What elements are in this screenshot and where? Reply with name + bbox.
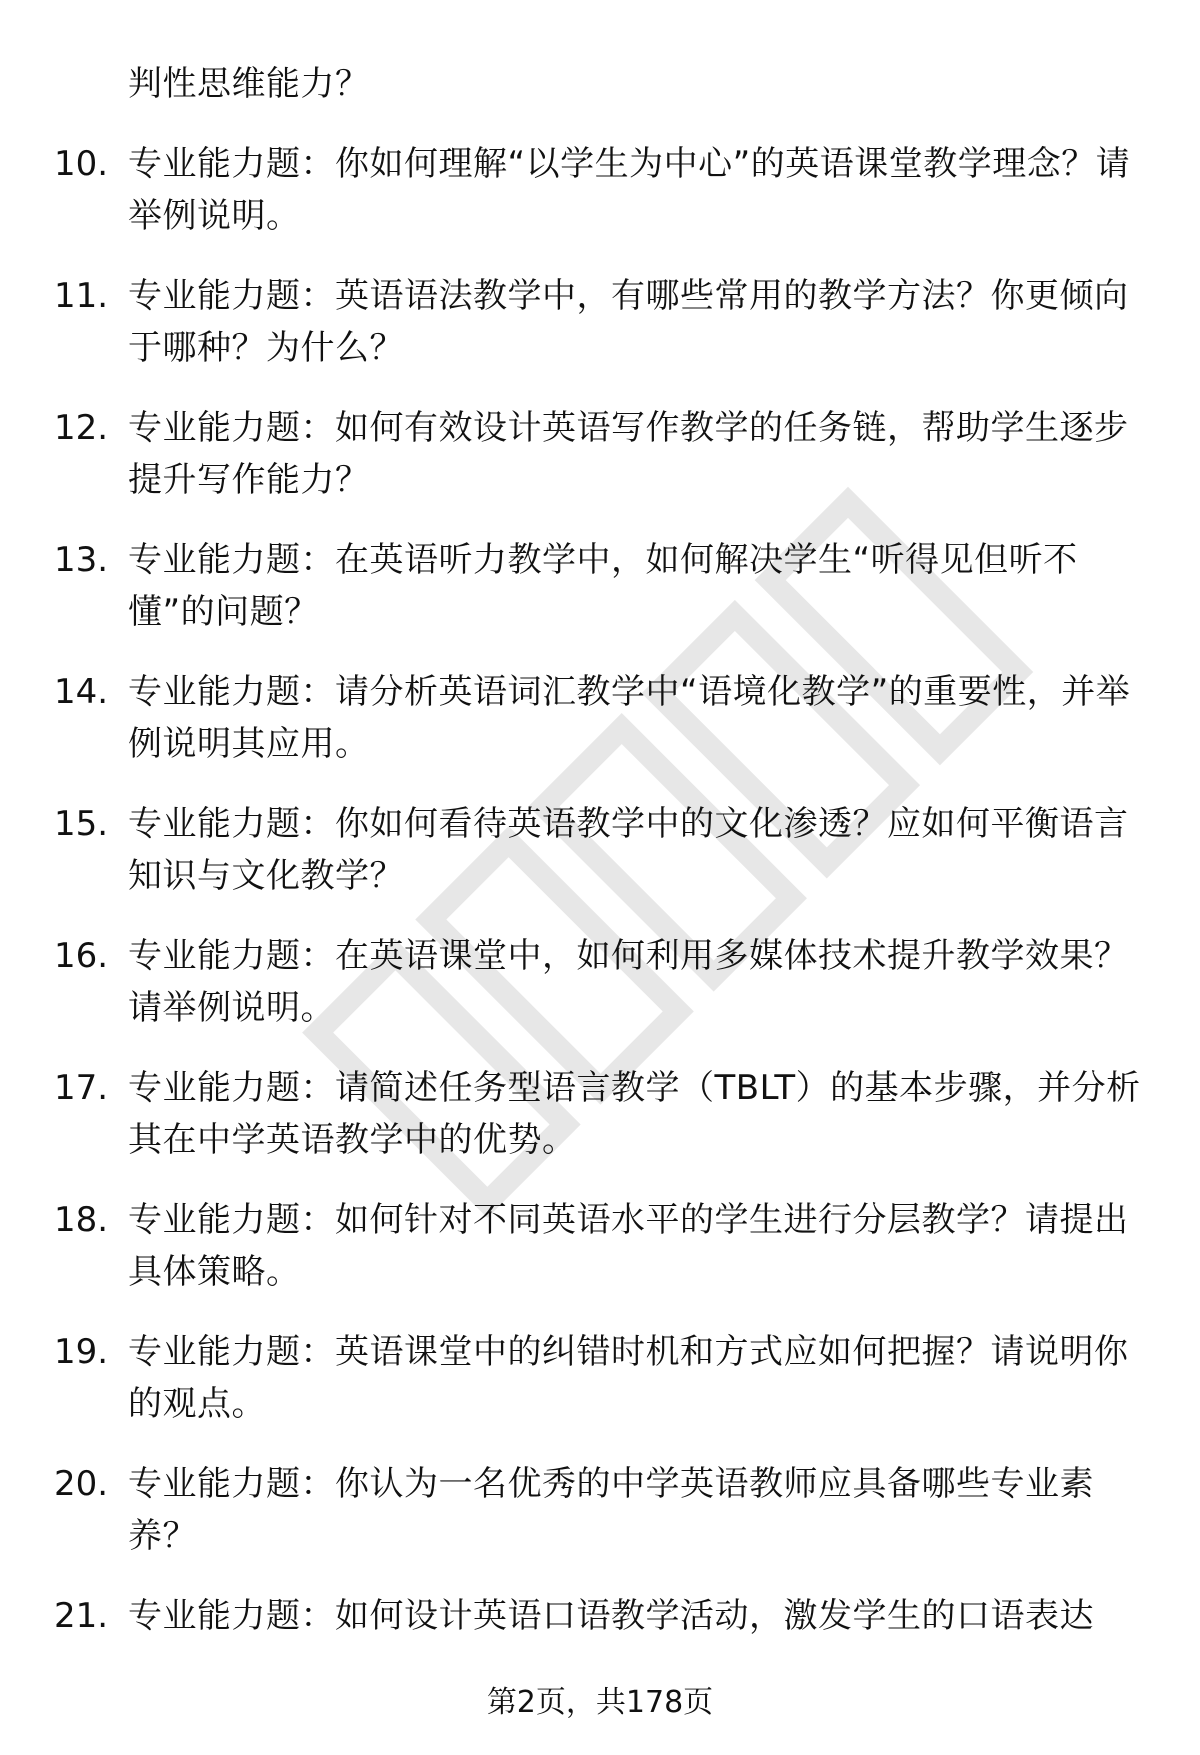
question-text: 专业能力题：英语课堂中的纠错时机和方式应如何把握？请说明你的观点。 [128,1332,1129,1424]
question-text: 专业能力题：你如何看待英语教学中的文化渗透？应如何平衡语言知识与文化教学？ [128,804,1129,896]
question-list [0,138,1200,1722]
question-text: 专业能力题：请分析英语词汇教学中“语境化教学”的重要性，并举例说明其应用。 [128,672,1131,764]
question-number: 16. [54,936,109,976]
question-item [0,1458,1200,1590]
question-text: 专业能力题：你如何理解“以学生为中心”的英语课堂教学理念？请举例说明。 [128,144,1131,236]
question-number: 19. [54,1332,109,1372]
question-item [0,1062,1200,1194]
question-number: 14. [54,672,109,712]
question-item [0,930,1200,1062]
question-item [0,666,1200,798]
question-number: 13. [54,540,109,580]
question-number: 15. [54,804,109,844]
question-item [0,1326,1200,1458]
page-footer: 第2页，共178页 [486,1685,714,1720]
question-text: 专业能力题：在英语听力教学中，如何解决学生“听得见但听不懂”的问题？ [128,540,1078,632]
question-item [0,270,1200,402]
question-text: 专业能力题：如何有效设计英语写作教学的任务链，帮助学生逐步提升写作能力？ [128,408,1129,500]
question-item [0,138,1200,270]
question-item [0,534,1200,666]
continued-question-text: 判性思维能力？ [128,64,370,104]
question-number: 21. [54,1596,109,1636]
question-text: 专业能力题：如何针对不同英语水平的学生进行分层教学？请提出具体策略。 [128,1200,1129,1292]
question-number: 10. [54,144,109,184]
question-number: 18. [54,1200,109,1240]
question-number: 12. [54,408,109,448]
question-item [0,402,1200,534]
question-text: 专业能力题：你认为一名优秀的中学英语教师应具备哪些专业素养？ [128,1464,1094,1556]
question-item [0,798,1200,930]
question-number: 20. [54,1464,109,1504]
question-number: 11. [54,276,109,316]
question-text: 专业能力题：英语语法教学中，有哪些常用的教学方法？你更倾向于哪种？为什么？ [128,276,1129,368]
question-number: 17. [54,1068,109,1108]
question-text: 专业能力题：请简述任务型语言教学（TBLT）的基本步骤，并分析其在中学英语教学中的优势。 [128,1068,1141,1160]
question-text: 专业能力题：在英语课堂中，如何利用多媒体技术提升教学效果？请举例说明。 [128,936,1129,1028]
question-item [0,1194,1200,1326]
question-text: 专业能力题：如何设计英语口语教学活动，激发学生的口语表达 [128,1596,1094,1636]
